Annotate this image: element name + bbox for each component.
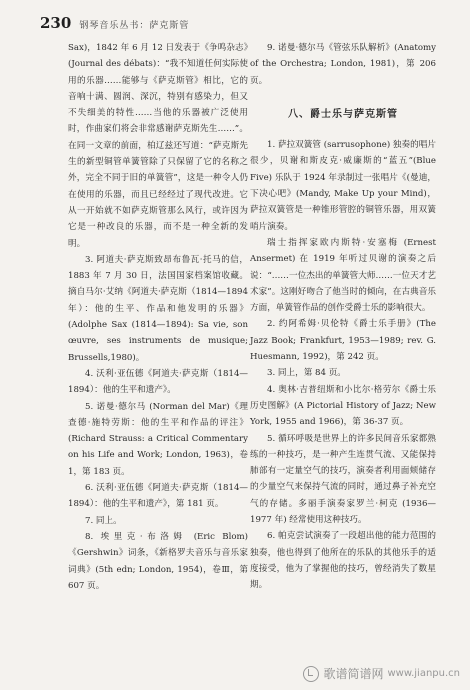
note-paragraph: 1. 萨拉双簧管 (sarrusophone) 独奏的唱片很少，贝谢和斯皮克·威廉斯的“蓝五”(Blue Five) 乐队于 1924 年录制过一张唱片《(曼迪，下决心吧》(Mandy, Make Up your Mind)，萨拉双簧管是一种锥形管腔的铜管乐器，用双簧哨片演奏。 — [250, 140, 436, 232]
note-paragraph: 3. 同上，第 84 页。 — [267, 368, 346, 379]
note-paragraph: 2. 约阿希姆·贝伦特《爵士乐手册》(The Jazz Book; Frankfurt, 1953—1989; rev. G. Huesmann, 1992)，第 242 页。 — [250, 319, 436, 363]
watermark-site-name: 歌谱简谱网 — [323, 667, 384, 681]
note-paragraph: 9. 诺曼·德尔马《管弦乐队解析》(Anatomy of the Orchestra; London, 1981)，第 206 页。 — [250, 43, 436, 86]
note-paragraph: 6. 帕克尝试演奏了一段超出他的能力范围的独奏，他也得到了他所在的乐队的其他乐手的适度接受，他为了掌握他的技巧，曾经消失了数星期。 — [250, 531, 436, 591]
note-paragraph: 5. 循环呼吸是世界上的许多民间音乐家都熟练的一种技巧，是一种产生连贯气流、又能保持肺部有一定量空气的技巧，演奏者利用面颊储存的少量空气来保持气流的同时，通过鼻子补充空气的存储。多丽手演奏家罗兰·柯克 (1936—1977 年) 经常使用这种技巧。 — [250, 433, 436, 526]
note-paragraph: 7. 同上。 — [85, 515, 122, 526]
note-paragraph: 5. 诺曼·德尔马 (Norman del Mar)《理查德·施特劳斯：他的生平和作品的评注》(Richard Strauss: a Critical Commentary on his Life and Work; London, 1963)，卷 1，第 183 页。 — [68, 401, 248, 477]
note-paragraph: 4. 奥林·吉普纽斯和小比尔·格劳尔《爵士乐历史图解》(A Pictorial History of Jazz; New York, 1955 and 1966)，第 36-37 页。 — [250, 384, 436, 428]
watermark-url: www.jianpu.cn — [387, 668, 460, 679]
page-number: 230 — [40, 14, 72, 32]
right-column — [250, 40, 436, 594]
series-title: 钢琴音乐丛书：萨克斯管 — [79, 21, 190, 31]
page-header — [40, 14, 189, 36]
section-heading: 八、爵士乐与萨克斯管 — [288, 108, 398, 120]
note-paragraph: 6. 沃利·亚伍德《阿道夫·萨克斯（1814—1894）：他的生平和遗产》，第 181 页。 — [68, 483, 248, 510]
site-watermark — [303, 665, 460, 682]
paragraph: Sax)，1842 年 6 月 12 日发表于《争鸣杂志》(Journal des débats)：“我不知道任何实际使用的乐器……能够与《萨克斯管》相比，它的音响十满、圆润、深沉，特别有感染力，但又不失细美的特性……当他的乐器被广泛使用时，作曲家们将会非常感谢萨克斯先生……”。在同一文章的前面，柏辽兹还写道：“萨克斯先生的新型铜管单簧管除了只保留了它的名称之外，完全不同于旧的单簧管”，这是一种令人仍在使用的乐器，而且已经经过了现代改进。它从一开始就不如萨克斯管那么风行，或许因为它是一种改良的乐器，而不是一种全新的发明。 — [68, 43, 248, 249]
note-paragraph: 瑞士指挥家欧内斯特·安塞梅 (Ernest Ansermet) 在 1919 年听过贝谢的演奏之后说：“……一位杰出的单簧管大师……一位天才艺术家”。这刚好吻合了他当时的倾向，在古典音乐方面，单簧管作品的创作受爵士乐的影响很大。 — [250, 237, 436, 314]
note-paragraph: 8. 埃里克·布洛姆 (Eric Blom)《Gershwin》词条，《新格罗夫音乐与音乐家词典》(5th edn; London, 1954)，卷Ⅲ，第 607 页。 — [68, 531, 248, 591]
music-note-icon — [303, 666, 319, 682]
note-paragraph: 3. 阿道夫·萨克斯致昂布鲁瓦·托马的信，1883 年 7 月 30 日，法国国家档案馆收藏。摘自马尔·艾纳《阿道夫·萨克斯（1814—1894 年）：他的生平、作品和他发明的乐器》(Adolphe Sax (1814—1894): Sa vie, son œuvre, ses instruments de musique; Brussells,1980)。 — [68, 254, 248, 363]
note-paragraph: 4. 沃利·亚伍德《阿道夫·萨克斯（1814—1894）：他的生平和遗产》。 — [68, 368, 248, 396]
left-column — [68, 40, 248, 594]
